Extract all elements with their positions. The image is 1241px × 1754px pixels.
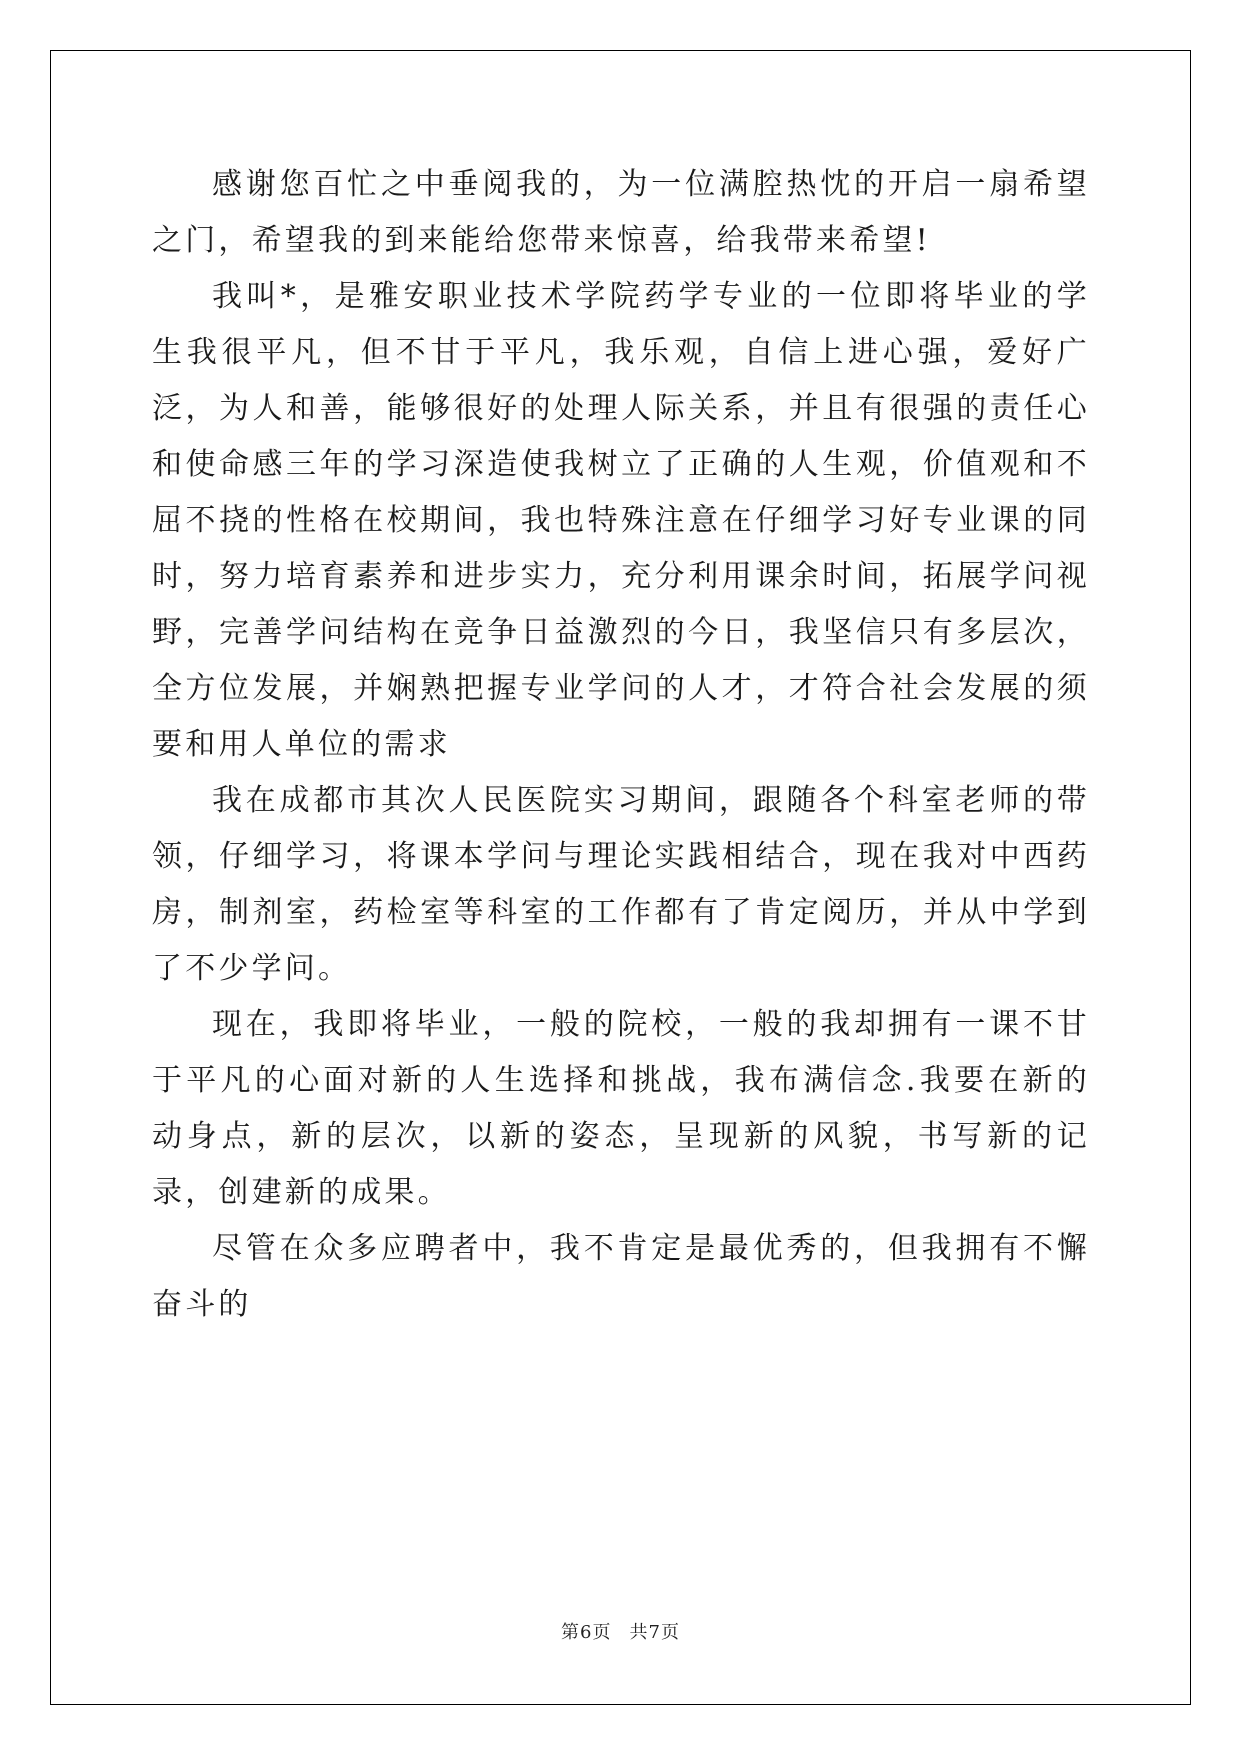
page-number-total: 共7页 <box>629 1622 680 1643</box>
paragraph-1: 感谢您百忙之中垂阅我的，为一位满腔热忱的开启一扇希望之门，希望我的到来能给您带来惊喜，给我带来希望! <box>152 167 1090 258</box>
document-body <box>152 157 1090 1333</box>
paragraph-3: 我在成都市其次人民医院实习期间，跟随各个科室老师的带领，仔细学习，将课本学问与理论实践相结合，现在我对中西药房，制剂室，药检室等科室的工作都有了肯定阅历，并从中学到了不少学问。 <box>152 783 1090 986</box>
paragraph-4: 现在，我即将毕业，一般的院校，一般的我却拥有一课不甘于平凡的心面对新的人生选择和挑战，我布满信念.我要在新的动身点，新的层次，以新的姿态，呈现新的风貌，书写新的记录，创建新的成果。 <box>152 1007 1090 1210</box>
paragraph-5: 尽管在众多应聘者中，我不肯定是最优秀的，但我拥有不懈奋斗的 <box>152 1231 1090 1322</box>
page-number-current: 第6页 <box>561 1622 612 1643</box>
paragraph-2: 我叫*，是雅安职业技术学院药学专业的一位即将毕业的学生我很平凡，但不甘于平凡，我乐观，自信上进心强，爱好广泛，为人和善，能够很好的处理人际关系，并且有很强的责任心和使命感三年的学习深造使我树立了正确的人生观，价值观和不屈不挠的性格在校期间，我也特殊注意在仔细学习好专业课的同时，努力培育素养和进步实力，充分利用课余时间，拓展学问视野，完善学问结构在竞争日益激烈的今日，我坚信只有多层次，全方位发展，并娴熟把握专业学问的人才，才符合社会发展的须要和用人单位的需求 <box>152 279 1090 762</box>
page-footer <box>0 1618 1241 1644</box>
